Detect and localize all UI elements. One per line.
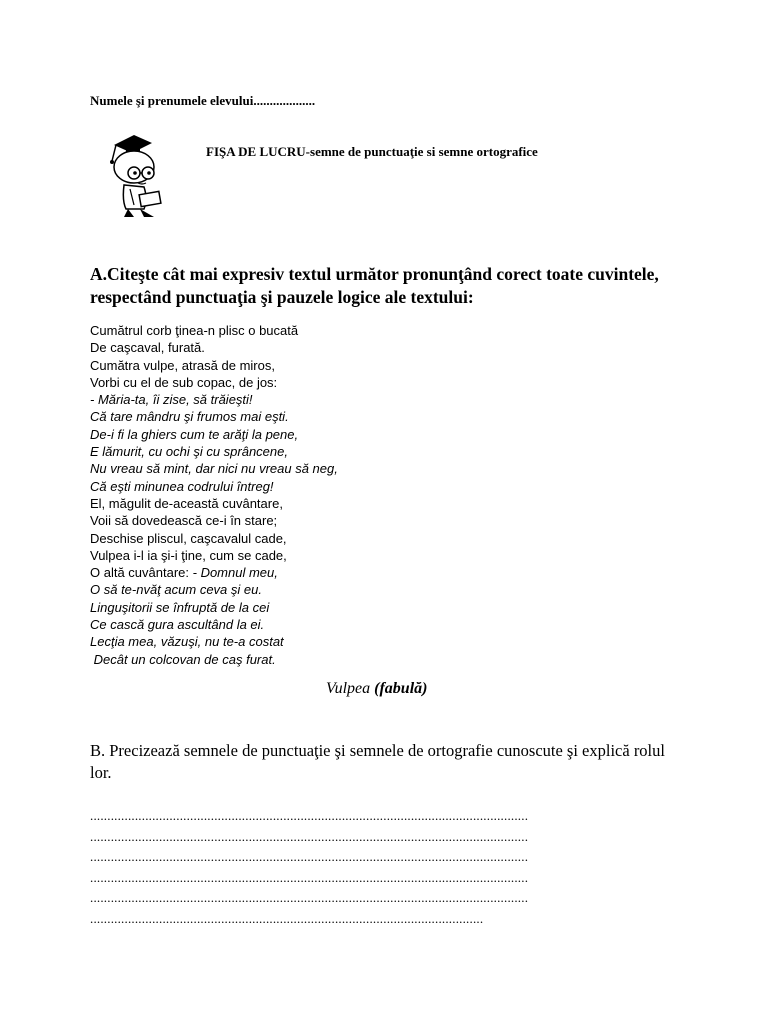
poem-title-type: (fabulă) [374, 680, 428, 697]
poem-line [90, 426, 338, 443]
poem-line [90, 478, 338, 495]
answer-line[interactable]: ............................................................................................................................... [90, 869, 529, 885]
poem-line [90, 357, 338, 374]
poem-line [90, 564, 338, 581]
poem-line [90, 443, 338, 460]
poem-line-text: - Măria-ta, îi zise, să trăieşti! [90, 392, 253, 408]
poem-line-text: Nu vreau să mint, dar nici nu vreau să neg, [90, 461, 338, 477]
student-name-label: Numele şi prenumele elevului................... [90, 93, 316, 108]
section-b-instruction: B. Precizează semnele de punctuaţie şi semnele de ortografie cunoscute şi explică rolul lor. [90, 741, 665, 782]
poem-line [90, 512, 338, 529]
answer-line[interactable]: ............................................................................................................................... [90, 890, 529, 906]
poem-line-text: O altă cuvântare: [90, 565, 193, 581]
poem-line-dialogue: - Domnul meu, [192, 565, 278, 581]
poem-line-text: Voii să dovedească ce-i în stare; [90, 513, 278, 529]
poem-line-text: Decât un colcovan de caş furat. [90, 651, 276, 667]
poem-line [90, 374, 338, 391]
poem-line-text: De-i fi la ghiers cum te arăţi la pene, [90, 426, 299, 442]
poem-line [90, 547, 338, 564]
poem-line [90, 633, 338, 650]
poem-title [326, 680, 427, 698]
poem-line-text: E lămurit, cu ochi şi cu sprâncene, [90, 444, 288, 460]
answer-line[interactable]: ............................................................................................................................... [90, 828, 529, 844]
poem-line [90, 339, 338, 356]
poem-line [90, 408, 338, 425]
poem-line-text: Deschise pliscul, caşcavalul cade, [90, 530, 287, 546]
worksheet-title: FIŞA DE LUCRU-semne de punctuaţie si semne ortografice [206, 144, 538, 159]
poem-line-text: Ce cască gura ascultând la ei. [90, 617, 265, 633]
poem-line-text: De caşcaval, furată. [90, 340, 205, 356]
poem-line [90, 581, 338, 598]
poem-line [90, 495, 338, 512]
student-graduate-icon [104, 127, 172, 221]
poem-text [90, 322, 338, 668]
poem-line-text: O să te-nvăţ acum ceva şi eu. [90, 582, 262, 598]
poem-line-text: El, măgulit de-această cuvântare, [90, 495, 283, 511]
poem-line-text: Cumătra vulpe, atrasă de miros, [90, 357, 275, 373]
poem-title-name: Vulpea [326, 680, 375, 697]
poem-line [90, 322, 338, 339]
answer-lines [90, 806, 528, 930]
poem-line [90, 460, 338, 477]
answer-line[interactable]: ............................................................................................................................... [90, 808, 529, 823]
section-a-instruction: A.Citeşte cât mai expresiv textul următor pronunţând corect toate cuvintele, respectând punctuaţia şi pauzele logice ale textului: [90, 264, 659, 307]
poem-line [90, 616, 338, 633]
poem-line-text: Vulpea i-l ia şi-i ţine, cum se cade, [90, 547, 287, 563]
poem-line-text: Linguşitorii se înfruptă de la cei [90, 599, 270, 615]
poem-line-text: Că tare mândru şi frumos mai eşti. [90, 409, 289, 425]
poem-line [90, 530, 338, 547]
poem-line [90, 391, 338, 408]
poem-line-text: Că eşti minunea codrului întreg! [90, 478, 274, 494]
answer-line[interactable]: ............................................................................................................................... [90, 849, 529, 865]
poem-line-text: Lecţia mea, văzuşi, nu te-a costat [90, 634, 284, 650]
poem-line [90, 599, 338, 616]
poem-line-text: Vorbi cu el de sub copac, de jos: [90, 374, 278, 390]
answer-line[interactable]: .................................................................................................................. [90, 910, 484, 926]
poem-line [90, 651, 338, 668]
poem-line-text: Cumătrul corb ţinea-n plisc o bucată [90, 323, 299, 338]
